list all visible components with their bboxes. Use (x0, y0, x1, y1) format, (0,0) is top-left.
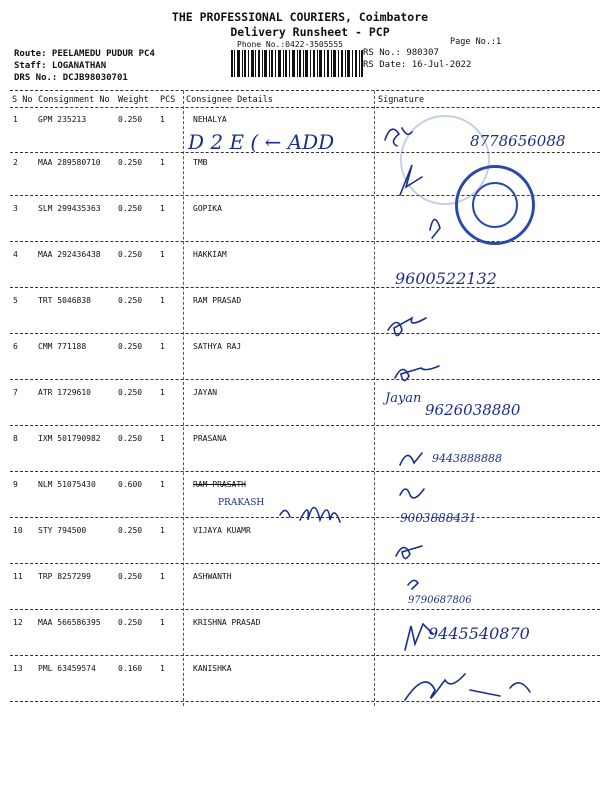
serial-number: 10 (13, 526, 23, 535)
consignment-number: STY 794500 (38, 526, 87, 535)
consignment-number: SLM 299435363 (38, 204, 101, 213)
row9-handwritten-correction: PRAKASH (218, 498, 265, 508)
consignment-number: MAA 289580710 (38, 158, 101, 167)
consignment-number: CMM 771188 (38, 342, 87, 351)
drs-number: DRS No.: DCJB98030701 (14, 73, 128, 83)
row2-signature (400, 165, 422, 195)
weight: 0.250 (118, 204, 143, 213)
piece-count: 1 (160, 526, 165, 535)
consignment-number: MAA 292436438 (38, 250, 101, 259)
consignee-name: RAM PRASAD (193, 296, 242, 305)
row9-signature-right (400, 489, 424, 498)
serial-number: 5 (13, 296, 18, 305)
route: Route: PEELAMEDU PUDUR PC4 (14, 49, 155, 59)
row6-signature (395, 366, 439, 381)
rs-date: RS Date: 16-Jul-2022 (363, 60, 472, 70)
col-pcs: PCS (160, 95, 176, 105)
piece-count: 1 (160, 572, 165, 581)
consignee-name: TMB (193, 158, 208, 167)
weight: 0.160 (118, 664, 143, 673)
consignee-name: ASHWANTH (193, 572, 232, 581)
col-consignment: Consignment No (38, 95, 110, 105)
row12-signature (405, 624, 433, 650)
serial-number: 3 (13, 204, 18, 213)
consignee-name: GOPIKA (193, 204, 222, 213)
weight: 0.250 (118, 342, 143, 351)
weight: 0.250 (118, 296, 143, 305)
row9-signature-left (280, 508, 340, 523)
row12-handwritten-phone: 9445540870 (428, 624, 530, 643)
consignee-name: PRASANA (193, 434, 227, 443)
consignee-name: NEHALYA (193, 115, 227, 124)
consignee-name: JAYAN (193, 388, 218, 397)
company-title: THE PROFESSIONAL COURIERS, Coimbatore (171, 10, 429, 24)
serial-number: 1 (13, 115, 18, 124)
row8-handwritten-phone: 9443888888 (432, 452, 502, 465)
staff: Staff: LOGANATHAN (14, 61, 107, 71)
piece-count: 1 (160, 204, 165, 213)
consignment-number: ATR 1729610 (38, 388, 91, 397)
row10-signature (396, 546, 422, 559)
row4-handwritten-phone: 9600522132 (395, 269, 497, 288)
row1-handwritten-phone: 8778656088 (470, 132, 566, 150)
row11-signature (408, 580, 418, 589)
row7-handwritten-name: Jayan (385, 391, 422, 406)
weight: 0.250 (118, 572, 143, 581)
consignment-number: PML 63459574 (38, 664, 96, 673)
consignee-name: KRISHNA PRASAD (193, 618, 261, 627)
weight: 0.250 (118, 434, 143, 443)
consignee-name: VIJAYA KUAMR (193, 526, 251, 535)
weight: 0.250 (118, 388, 143, 397)
row11-handwritten-phone: 9790687806 (408, 595, 472, 606)
piece-count: 1 (160, 434, 165, 443)
weight: 0.250 (118, 158, 143, 167)
serial-number: 6 (13, 342, 18, 351)
row9-handwritten-phone: 9003888431 (400, 511, 477, 525)
row3-signature (430, 219, 440, 238)
piece-count: 1 (160, 250, 165, 259)
piece-count: 1 (160, 158, 165, 167)
piece-count: 1 (160, 342, 165, 351)
consignment-number: TRT 5046838 (38, 296, 91, 305)
page-number: Page No.:1 (450, 37, 502, 47)
row1-signature (385, 128, 412, 146)
serial-number: 9 (13, 480, 18, 489)
piece-count: 1 (160, 480, 165, 489)
piece-count: 1 (160, 618, 165, 627)
consignee-name: SATHYA RAJ (193, 342, 242, 351)
serial-number: 12 (13, 618, 23, 627)
serial-number: 13 (13, 664, 23, 673)
weight: 0.250 (118, 526, 143, 535)
col-sno: S No (12, 95, 33, 105)
row7-handwritten-phone: 9626038880 (425, 401, 521, 419)
weight: 0.250 (118, 115, 143, 124)
consignee-name: RAM PRASATH (193, 480, 246, 489)
piece-count: 1 (160, 296, 165, 305)
col-weight: Weight (118, 95, 149, 105)
rs-number: RS No.: 980307 (363, 48, 439, 58)
serial-number: 2 (13, 158, 18, 167)
row5-signature (388, 318, 426, 336)
row8-signature (400, 453, 422, 465)
row13-signature (405, 674, 530, 700)
piece-count: 1 (160, 664, 165, 673)
row1-handwritten-note: D 2 E ( ← ADD (188, 130, 335, 154)
consignment-number: GPM 235213 (38, 115, 87, 124)
weight: 0.250 (118, 618, 143, 627)
consignment-number: MAA 566586395 (38, 618, 101, 627)
serial-number: 11 (13, 572, 23, 581)
weight: 0.600 (118, 480, 143, 489)
piece-count: 1 (160, 388, 165, 397)
serial-number: 7 (13, 388, 18, 397)
weight: 0.250 (118, 250, 143, 259)
consignee-name: KANISHKA (193, 664, 232, 673)
piece-count: 1 (160, 115, 165, 124)
runsheet-title: Delivery Runsheet - PCP (230, 25, 390, 39)
consignee-name: HAKKIAM (193, 250, 227, 259)
consignment-number: NLM 51075430 (38, 480, 96, 489)
consignment-number: IXM 501790982 (38, 434, 101, 443)
col-signature: Signature (378, 95, 425, 105)
serial-number: 4 (13, 250, 18, 259)
col-consignee: Consignee Details (186, 95, 273, 105)
phone-number: Phone No.:0422-3505555 (237, 40, 343, 49)
serial-number: 8 (13, 434, 18, 443)
consignment-number: TRP 8257299 (38, 572, 91, 581)
